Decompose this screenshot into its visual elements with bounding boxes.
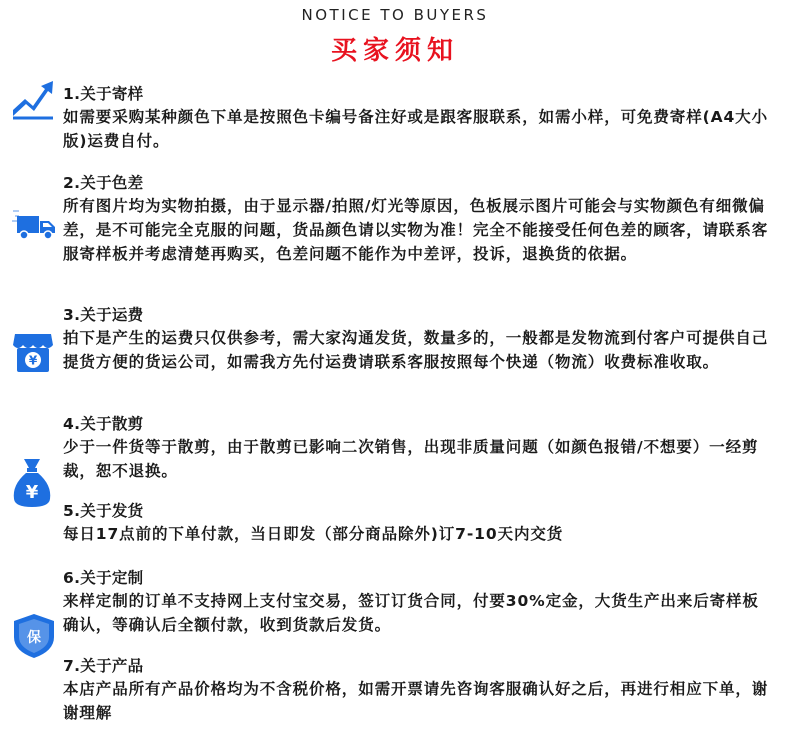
section-delivery	[63, 500, 775, 546]
section-color-difference	[63, 172, 775, 266]
section-body: 来样定制的订单不支持网上支付宝交易，签订订货合同，付要30%定金，大货生产出来后寄样板确认，等确认后全额付款，收到货款后发货。	[63, 592, 759, 634]
section-cut-pieces	[63, 413, 775, 483]
section-title: 1.关于寄样	[63, 85, 144, 103]
header-title-en: NOTICE TO BUYERS	[301, 6, 489, 24]
delivery-truck-icon	[12, 207, 58, 243]
section-customization	[63, 567, 775, 637]
section-body: 每日17点前的下单付款，当日即发（部分商品除外)订7-10天内交货	[63, 525, 564, 543]
section-sample	[63, 83, 775, 153]
section-title: 3.关于运费	[63, 306, 144, 324]
section-body: 拍下是产生的运费只仅供参考，需大家沟通发货，数量多的，一般都是发物流到付客户可提供自己提货方便的货运公司，如需我方先付运费请联系客服按照每个快递（物流）收费标准收取。	[63, 329, 769, 371]
section-body: 少于一件货等于散剪，由于散剪已影响二次销售，出现非质量问题（如颜色报错/不想要）一经剪裁，恕不退换。	[63, 438, 759, 480]
section-product	[63, 655, 775, 725]
shield-label: 保	[27, 630, 41, 646]
section-shipping-fee	[63, 304, 775, 374]
money-bag-icon	[12, 457, 52, 509]
section-title: 2.关于色差	[63, 174, 144, 192]
shop-yen-icon	[12, 330, 54, 374]
header-title-cn: 买家须知	[330, 36, 459, 66]
section-body: 如需要采购某种颜色下单是按照色卡编号备注好或是跟客服联系，如需小样，可免费寄样(A4大小版)运费自付。	[63, 108, 768, 150]
svg-text:¥: ¥	[25, 482, 39, 503]
section-title: 5.关于发货	[63, 502, 144, 520]
trend-chart-icon	[12, 80, 54, 120]
section-title: 7.关于产品	[63, 657, 144, 675]
svg-text:¥: ¥	[28, 353, 38, 368]
section-title: 4.关于散剪	[63, 415, 144, 433]
shield-guarantee-icon	[12, 613, 56, 659]
section-title: 6.关于定制	[63, 569, 144, 587]
section-body: 所有图片均为实物拍摄，由于显示器/拍照/灯光等原因，色板展示图片可能会与实物颜色有细微偏差，是不可能完全克服的问题，货品颜色请以实物为准！完全不能接受任何色差的顾客，请联系客服寄样板并考虑清楚再购买，色差问题不能作为中差评，投诉，退换货的依据。	[63, 197, 769, 263]
section-body: 本店产品所有产品价格均为不含税价格，如需开票请先咨询客服确认好之后，再进行相应下单，谢谢理解	[63, 680, 769, 722]
